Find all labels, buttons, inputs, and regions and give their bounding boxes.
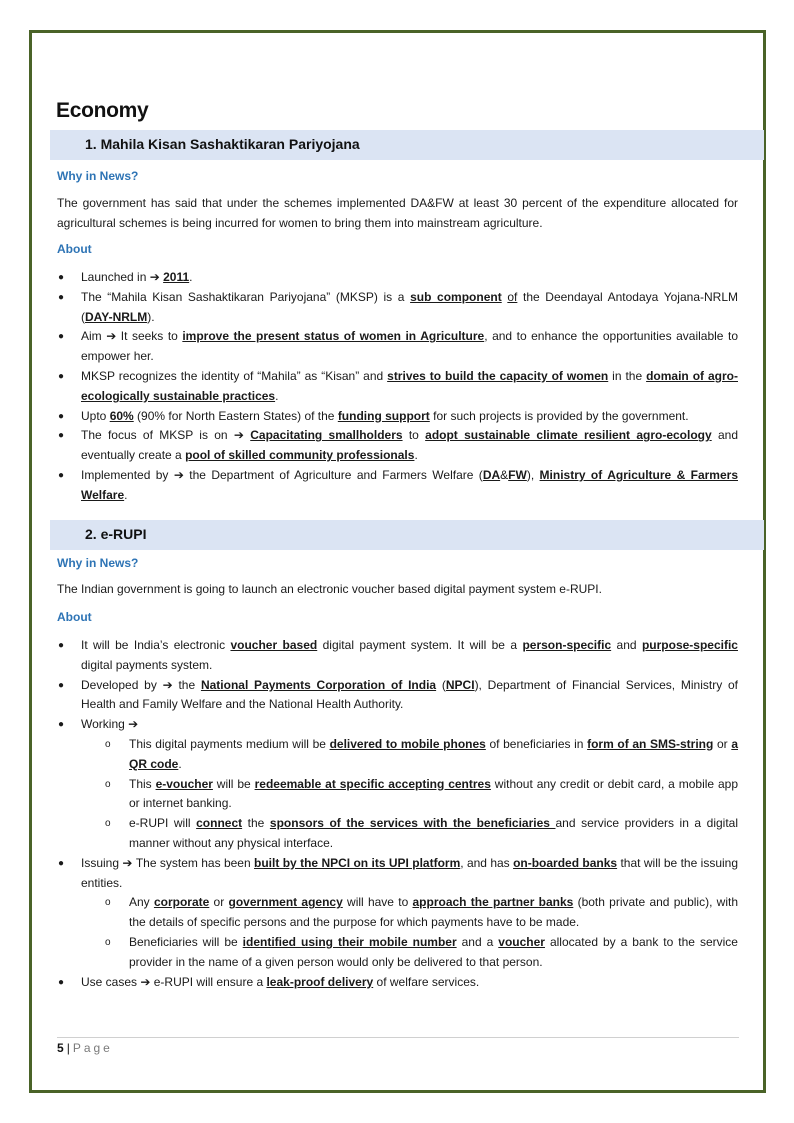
bullet-icon: ● bbox=[58, 469, 65, 481]
list-item: ● The focus of MKSP is on ➔ Capacitating smallholders to adopt sustainable climate resilient agro-ecology and eventually create a pool of skilled community professionals. bbox=[58, 428, 738, 463]
sub-bullet-icon: o bbox=[105, 738, 111, 750]
page-footer bbox=[57, 1041, 113, 1055]
list-item: ● Working ➔ o This digital payments medium will be delivered to mobile phones of beneficiaries in form of an SMS-string or a QR code. o This e-voucher will be redeemable at specific accepting centres without any credit or debit card, a mobile app or internet banking. o e-RUPI will connect the sponsors of the services with the beneficiaries and service providers in a digital manner without any physical interface. bbox=[57, 715, 738, 854]
sub-list-item: o Beneficiaries will be identified using their mobile number and a voucher allocated by a bank to the service provider in the name of a given person would only be delivered to that person. bbox=[105, 934, 738, 969]
footer-divider bbox=[57, 1037, 739, 1038]
arrow-icon: ➔ bbox=[149, 270, 164, 284]
why-in-news-label: Why in News? bbox=[57, 556, 139, 570]
list-item: ● Developed by ➔ the National Payments Corporation of India (NPCI), Department of Financial Services, Ministry of Health and Family Welfare and the National Health Authority. bbox=[58, 677, 739, 712]
list-item: ● It will be India’s electronic voucher based digital payment system. It will be a person-specific and purpose-specific digital payments system. bbox=[58, 638, 738, 672]
bullet-icon: ● bbox=[58, 430, 65, 442]
page-title: Economy bbox=[56, 99, 149, 122]
about-label: About bbox=[57, 242, 92, 256]
about-label: About bbox=[57, 610, 92, 624]
section-heading: 2. e-RUPI bbox=[85, 526, 147, 542]
list-item: ● Upto 60% (90% for North Eastern States) of the funding support for such projects is provided by the government. bbox=[57, 407, 738, 427]
erupi-bullet-list bbox=[57, 636, 738, 992]
sub-list-item: o Any corporate or government agency will have to approach the partner banks (both private and public), with the details of specific persons and the purpose for which payments have to be made. bbox=[105, 895, 739, 930]
arrow-icon: ➔ bbox=[122, 855, 136, 870]
arrow-icon: ➔ bbox=[233, 428, 251, 443]
arrow-icon: ➔ bbox=[140, 974, 154, 989]
section-heading-band bbox=[50, 130, 764, 160]
arrow-icon: ➔ bbox=[106, 329, 121, 344]
why-in-news-label: Why in News? bbox=[57, 169, 139, 183]
sub-list-item: o e-RUPI will connect the sponsors of the services with the beneficiaries and service providers in a digital manner without any physical interface. bbox=[105, 816, 738, 850]
bullet-icon: ● bbox=[58, 640, 65, 651]
list-item: ● Aim ➔ It seeks to improve the present status of women in Agriculture, and to enhance the opportunities available to empower her. bbox=[58, 329, 739, 364]
page-label: Page bbox=[72, 1041, 113, 1055]
arrow-icon: ➔ bbox=[162, 677, 179, 692]
sub-bullet-icon: o bbox=[105, 936, 111, 948]
bullet-icon: ● bbox=[58, 272, 65, 283]
sub-list-item: o This digital payments medium will be delivered to mobile phones of beneficiaries in form of an SMS-string or a QR code. bbox=[105, 736, 738, 771]
section-heading: 1. Mahila Kisan Sashaktikaran Pariyojana bbox=[85, 136, 360, 152]
list-item: ● The “Mahila Kisan Sashaktikaran Pariyojana” (MKSP) is a sub component of the Deendayal Antodaya Yojana-NRLM (DAY-NRLM). bbox=[58, 289, 738, 324]
section-heading-band bbox=[50, 520, 764, 550]
bullet-icon: ● bbox=[58, 410, 65, 422]
list-item: ● Implemented by ➔ the Department of Agriculture and Farmers Welfare (DA&FW), Ministry of Agriculture & Farmers Welfare. bbox=[58, 467, 738, 502]
why-in-news-text: The government has said that under the schemes implemented DA&FW at least 30 percent of the expenditure allocated for agricultural schemes is being incurred for women to bring them into mainstream agriculture. bbox=[57, 196, 738, 230]
list-item: ● Launched in ➔ 2011. bbox=[57, 268, 738, 288]
bullet-icon: ● bbox=[58, 719, 65, 731]
sub-list-item: o This e-voucher will be redeemable at specific accepting centres without any credit or debit card, a mobile app or internet banking. bbox=[105, 776, 738, 811]
bullet-icon: ● bbox=[58, 370, 65, 382]
bullet-icon: ● bbox=[58, 331, 65, 343]
page-number: 5 bbox=[57, 1041, 64, 1055]
bullet-icon: ● bbox=[58, 679, 65, 691]
why-in-news-text: The Indian government is going to launch an electronic voucher based digital payment system e-RUPI. bbox=[57, 582, 602, 596]
bullet-icon: ● bbox=[58, 976, 65, 988]
sub-bullet-icon: o bbox=[105, 897, 111, 909]
list-item: ● Use cases ➔ e-RUPI will ensure a leak-proof delivery of welfare services. bbox=[57, 973, 738, 993]
working-sublist bbox=[81, 735, 738, 854]
bullet-icon: ● bbox=[58, 291, 65, 303]
list-item: ● MKSP recognizes the identity of “Mahila” as “Kisan” and strives to build the capacity of women in the domain of agro-ecologically sustainable practices. bbox=[58, 368, 738, 403]
arrow-icon: ➔ bbox=[128, 717, 139, 732]
list-item: ● Issuing ➔ The system has been built by the NPCI on its UPI platform, and has on-boarded banks that will be the issuing entities. o Any corporate or government agency will have to approach the partner banks (both private and public), with the details of specific persons and the purpose for which payments have to be made. o Beneficiaries will be identified using their mobile number and a voucher allocated by a bank to the service provider in the name of a given person would only be delivered to that person. bbox=[57, 854, 738, 973]
sub-bullet-icon: o bbox=[105, 818, 111, 830]
issuing-sublist bbox=[81, 893, 738, 972]
arrow-icon: ➔ bbox=[173, 467, 190, 482]
sub-bullet-icon: o bbox=[105, 778, 111, 790]
mksp-bullet-list bbox=[57, 268, 738, 506]
bullet-icon: ● bbox=[58, 857, 65, 869]
footer-separator: | bbox=[66, 1041, 70, 1055]
